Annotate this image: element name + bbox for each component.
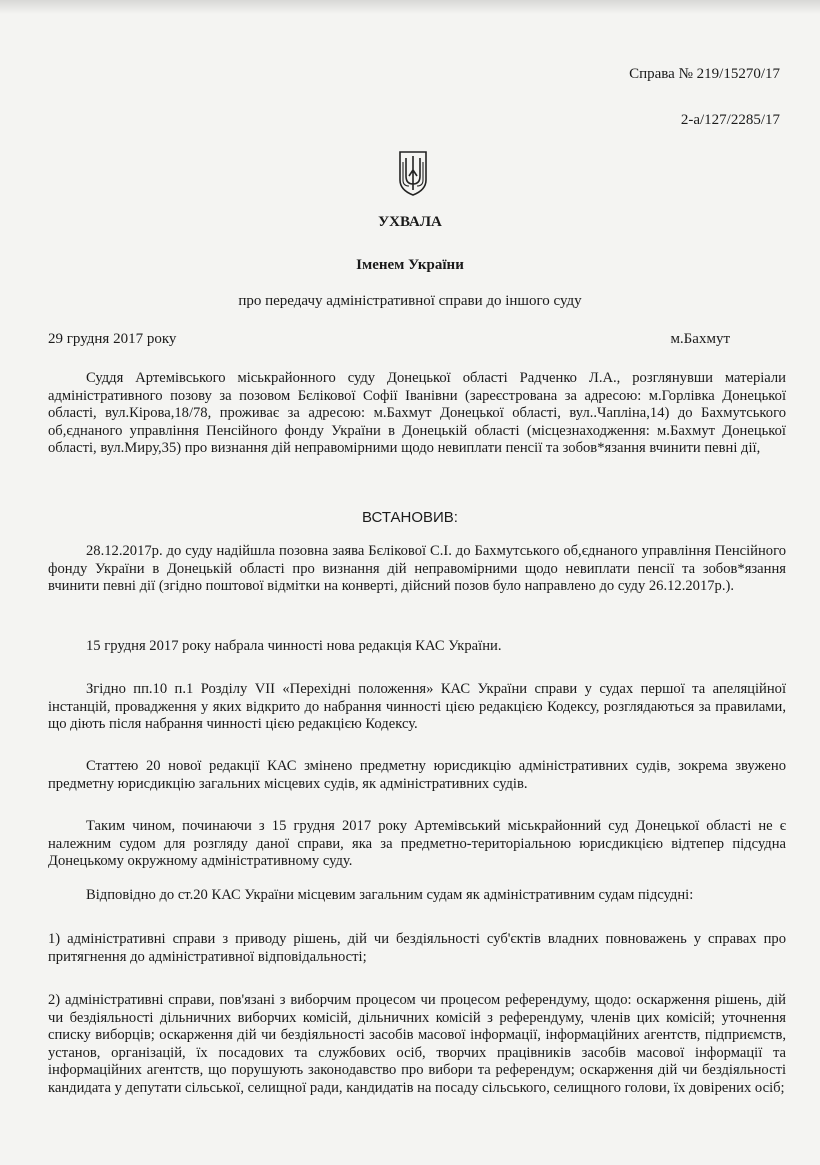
- body-paragraph: 15 грудня 2017 року набрала чинності нова редакція КАС України.: [86, 638, 502, 654]
- document-city: м.Бахмут: [670, 331, 730, 347]
- trident-icon: [398, 150, 428, 196]
- list-item: 2) адміністративні справи, пов'язані з виборчим процесом чи процесом референдуму, щодо: оскарження рішень, дій чи бездіяльності дільничних виборчих комісій, дільничних комісій з референдуму, членів цих комісій; уточнення списку виборців; оскарження дій чи бездіяльності засобів масової інформації, інформаційних агентств, підприємств, установ, організацій, їх посадових та службових осіб, творчих працівників засобів масової інформації та інформаційних агентств, що порушують законодавство про вибори та референдум; оскарження дій чи бездіяльності кандидата у депутати сільської, селищної ради, кандидатів на посаду сільського, селищного голови, їх довірених осіб;: [48, 992, 786, 1096]
- document-subject: про передачу адміністративної справи до іншого суду: [238, 293, 582, 309]
- section-heading: ВСТАНОВИВ:: [362, 509, 458, 526]
- body-paragraph: Таким чином, починаючи з 15 грудня 2017 року Артемівський міськрайонний суд Донецької області не є належним судом для розгляду даної справи, яка за предметно-територіальною юрисдикцією відтепер підсудна Донецькому окружному адміністративному суду.: [48, 818, 786, 869]
- case-number: Справа № 219/15270/17: [629, 66, 780, 82]
- list-item: 1) адміністративні справи з приводу рішень, дій чи бездіяльності суб'єктів владних повноважень у справах про притягнення до адміністративної відповідальності;: [48, 931, 786, 965]
- proceeding-number: 2-а/127/2285/17: [680, 112, 780, 128]
- body-paragraph: Відповідно до ст.20 КАС України місцевим загальним судам як адміністративним судам підсудні:: [86, 887, 694, 903]
- body-paragraph: 28.12.2017р. до суду надійшла позовна заява Бєлікової С.І. до Бахмутського об,єднаного управління Пенсійного фонду України в Донецькій області про визнання дій неправомірними щодо невиплати пенсії та зобов*язання вчинити певні дії (згідно поштової відмітки на конверті, дійсний позов було направлено до суду 26.12.2017р.).: [48, 543, 786, 594]
- body-paragraph: Згідно пп.10 п.1 Розділу VII «Перехідні положення» КАС України справи у судах першої та апеляційної інстанцій, провадження у яких відкрито до набрання чинності цією редакцією Кодексу, розглядаються за правилами, що діють після набрання чинності цією редакцією Кодексу.: [48, 681, 786, 732]
- body-paragraph: Статтею 20 нової редакції КАС змінено предметну юрисдикцію адміністративних судів, зокрема звужено предметну юрисдикцію загальних місцевих судів, як адміністративних судів.: [48, 758, 786, 792]
- document-date: 29 грудня 2017 року: [48, 331, 177, 347]
- document-title: УХВАЛА: [378, 214, 442, 230]
- scan-edge: [0, 0, 820, 14]
- in-the-name-heading: Іменем України: [356, 257, 464, 273]
- intro-paragraph: Суддя Артемівського міськрайонного суду Донецької області Радченко Л.А., розглянувши матеріали адміністративного позову за позовом Бєлікової Софії Іванівни (зареєстрована за адресою: м.Горлівка Донецької області, вул.Кірова,18/78, проживає за адресою: м.Бахмут Донецької області, вул..Чапліна,14) до Бахмутського об,єднаного управління Пенсійного фонду України в Донецькій області (місцезнаходження: м.Бахмут Донецької області, вул.Миру,35) про визнання дій неправомірними щодо невиплати пенсії та зобов*язання вчинити певні дії,: [48, 370, 786, 456]
